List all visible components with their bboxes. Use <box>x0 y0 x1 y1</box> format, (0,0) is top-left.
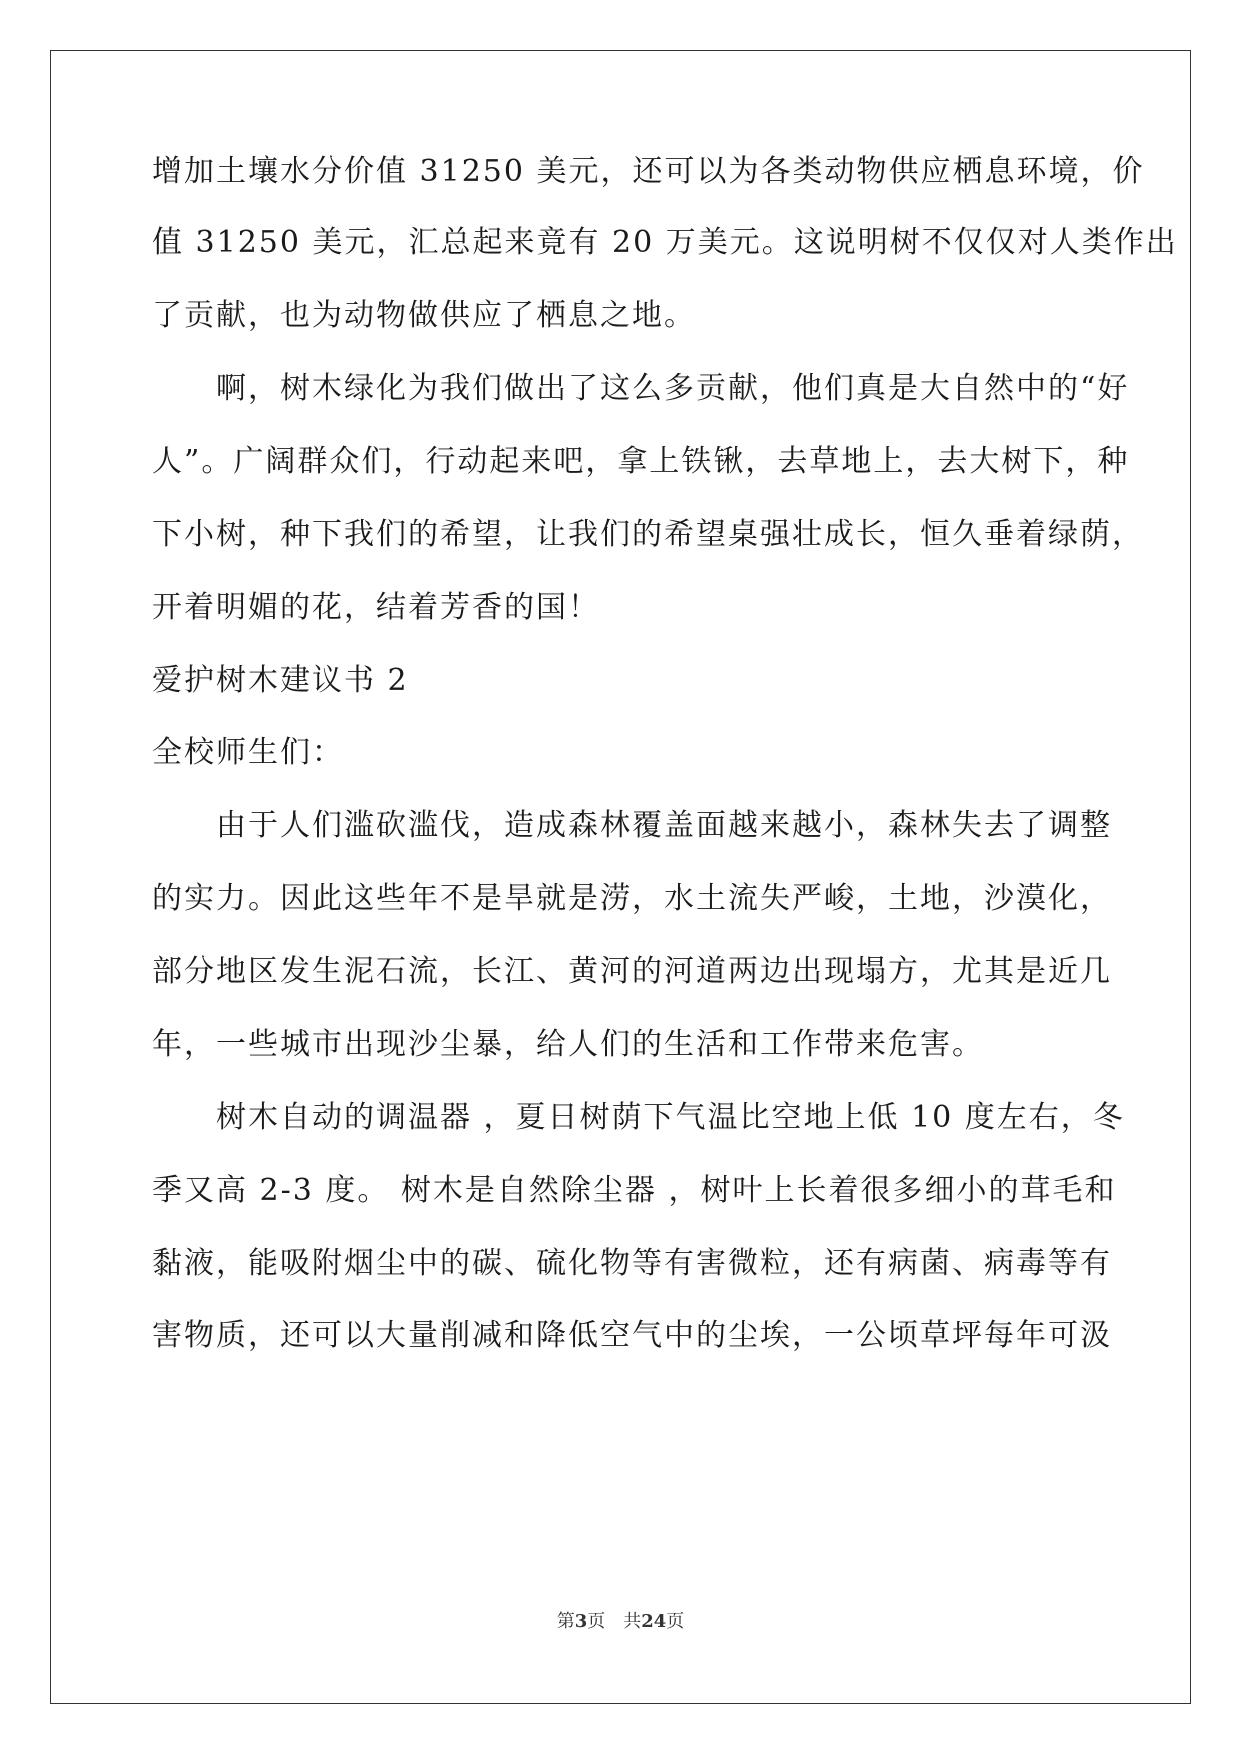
text-line: 部分地区发生泥石流，长江、黄河的河道两边出现塌方，尤其是近几 <box>152 954 1112 989</box>
paragraph-first-line: 由于人们滥砍滥伐，造成森林覆盖面越来越小，森林失去了调整 <box>216 808 1112 843</box>
page-prefix: 第 <box>556 1611 575 1632</box>
text-line: 增加土壤水分价值 31250 美元，还可以为各类动物供应栖息环境，价 <box>152 154 1145 189</box>
text-line: 黏液，能吸附烟尘中的碳、硫化物等有害微粒，还有病菌、病毒等有 <box>152 1246 1112 1281</box>
page-suffix: 页 <box>666 1611 685 1632</box>
page-mid-text: 页 共 <box>587 1611 642 1632</box>
total-pages-number: 24 <box>641 1611 667 1632</box>
text-line: 的实力。因此这些年不是旱就是涝，水土流失严峻，土地，沙漠化， <box>152 881 1112 916</box>
paragraph-first-line: 啊，树木绿化为我们做出了这么多贡献，他们真是大自然中的“好 <box>216 371 1130 406</box>
text-line: 了贡献，也为动物做供应了栖息之地。 <box>152 298 696 333</box>
text-line: 害物质，还可以大量削减和降低空气中的尘埃，一公顷草坪每年可汲 <box>152 1318 1112 1353</box>
text-line: 下小树，种下我们的希望，让我们的希望桌强壮成长，恒久垂着绿荫， <box>152 517 1144 552</box>
page-footer <box>0 1610 1241 1634</box>
salutation: 全校师生们： <box>152 735 344 770</box>
section-heading: 爱护树木建议书 2 <box>152 663 409 698</box>
text-line: 季又高 2-3 度。 树木是自然除尘器 ，树叶上长着很多细小的茸毛和 <box>152 1173 1117 1208</box>
text-line: 值 31250 美元，汇总起来竟有 20 万美元。这说明树不仅仅对人类作出 <box>152 225 1178 260</box>
text-line: 人”。广阔群众们，行动起来吧，拿上铁锹，去草地上，去大树下，种 <box>152 444 1130 479</box>
current-page-number: 3 <box>574 1611 588 1632</box>
paragraph-first-line: 树木自动的调温器 ，夏日树荫下气温比空地上低 10 度左右，冬 <box>216 1100 1125 1135</box>
text-line: 开着明媚的花，结着芳香的国！ <box>152 590 600 625</box>
text-line: 年，一些城市出现沙尘暴，给人们的生活和工作带来危害。 <box>152 1027 984 1062</box>
